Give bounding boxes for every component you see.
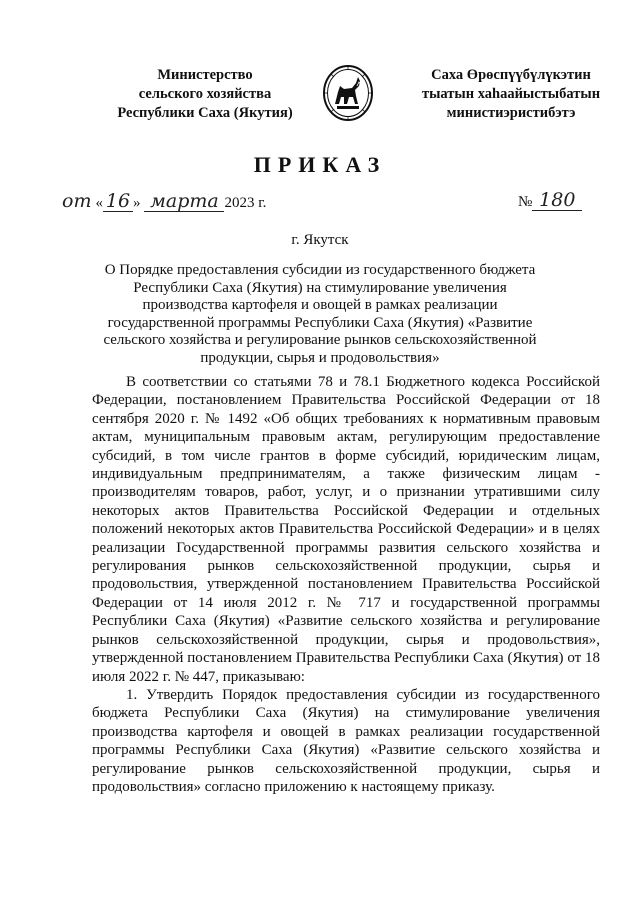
yakutia-emblem-icon: [322, 64, 374, 122]
ministry-name-ru-line: Министерство: [157, 67, 253, 83]
order-date: от « 16 » марта 2023 г.: [62, 190, 267, 212]
paragraph: 1. Утвердить Порядок предоставления субсидии из государственного бюджета Республики Саха (Якутия) на стимулирование увеличения производства картофеля и овощей в рамках реализации государственной программы Республики Саха (Якутия) «Развитие сельского хозяйства и регулирование рынков сельскохозяйственной продукции, сырья и продовольствия» согласно приложению к настоящему приказу.: [92, 686, 600, 795]
order-number: [518, 190, 582, 211]
city: г. Якутск: [291, 232, 349, 248]
paragraph: В соответствии со статьями 78 и 78.1 Бюджетного кодекса Российской Федерации, постановлением Правительства Российской Федерации от 18 сентября 2020 г. № 1492 «Об общих требованиях к нормативным правовым актам, муниципальным правовым актам, регулирующим предоставление субсидий, в том числе грантов в форме субсидий, юридическим лицам, индивидуальным предпринимателям, а также физическим лицам - производителям товаров, работ, услуг, и о признании утратившими силу некоторых актов Правительства Российской Федерации и отдельных положений некоторых актов Правительства Российской Федерации» и в целях реализации Государственной программы развития сельского хозяйства и регулирования рынков сельскохозяйственной продукции, сырья и продовольствия, утвержденной постановлением Правительства Российской Федерации от 14 июля 2012 г. № 717 и государственной программы Республики Саха (Якутия) «Развитие сельского хозяйства и регулирование рынков сельскохозяйственной продукции, сырья и продовольствия», утвержденной постановлением Правительства Республики Саха (Якутия) от 18 июля 2022 г. № 447, приказываю:: [92, 374, 600, 685]
date-day: 16: [103, 191, 133, 212]
document-title: ПРИКАЗ: [253, 152, 387, 177]
ministry-name-ru-line: Республики Саха (Якутия): [117, 105, 293, 121]
order-subject: О Порядке предоставления субсидии из государственного бюджета Республики Саха (Якутия) на стимулирование увеличения производства картофеля и овощей в рамках реализации государственной программы Республики Саха (Якутия) «Развитие сельского хозяйства и регулирование рынков сельскохозяйственной продукции, сырья и продовольствия»: [103, 262, 537, 366]
date-month: марта: [144, 191, 224, 212]
order-body: [92, 373, 600, 796]
ministry-name-sah-line: министиэристибэтэ: [446, 105, 576, 121]
number-label: №: [518, 194, 533, 210]
number-value: 180: [532, 190, 582, 211]
ministry-name-sah: [402, 66, 620, 123]
date-year: 2023 г.: [224, 195, 267, 211]
ministry-name-ru-line: сельского хозяйства: [138, 86, 272, 102]
ministry-name-sah-line: Саха Өрөспүүбүлүкэтин: [431, 67, 591, 83]
date-prefix: от: [62, 190, 92, 212]
ministry-name-ru: [100, 66, 310, 123]
ministry-name-sah-line: тыатын хаһаайыстыбатын: [421, 86, 601, 102]
